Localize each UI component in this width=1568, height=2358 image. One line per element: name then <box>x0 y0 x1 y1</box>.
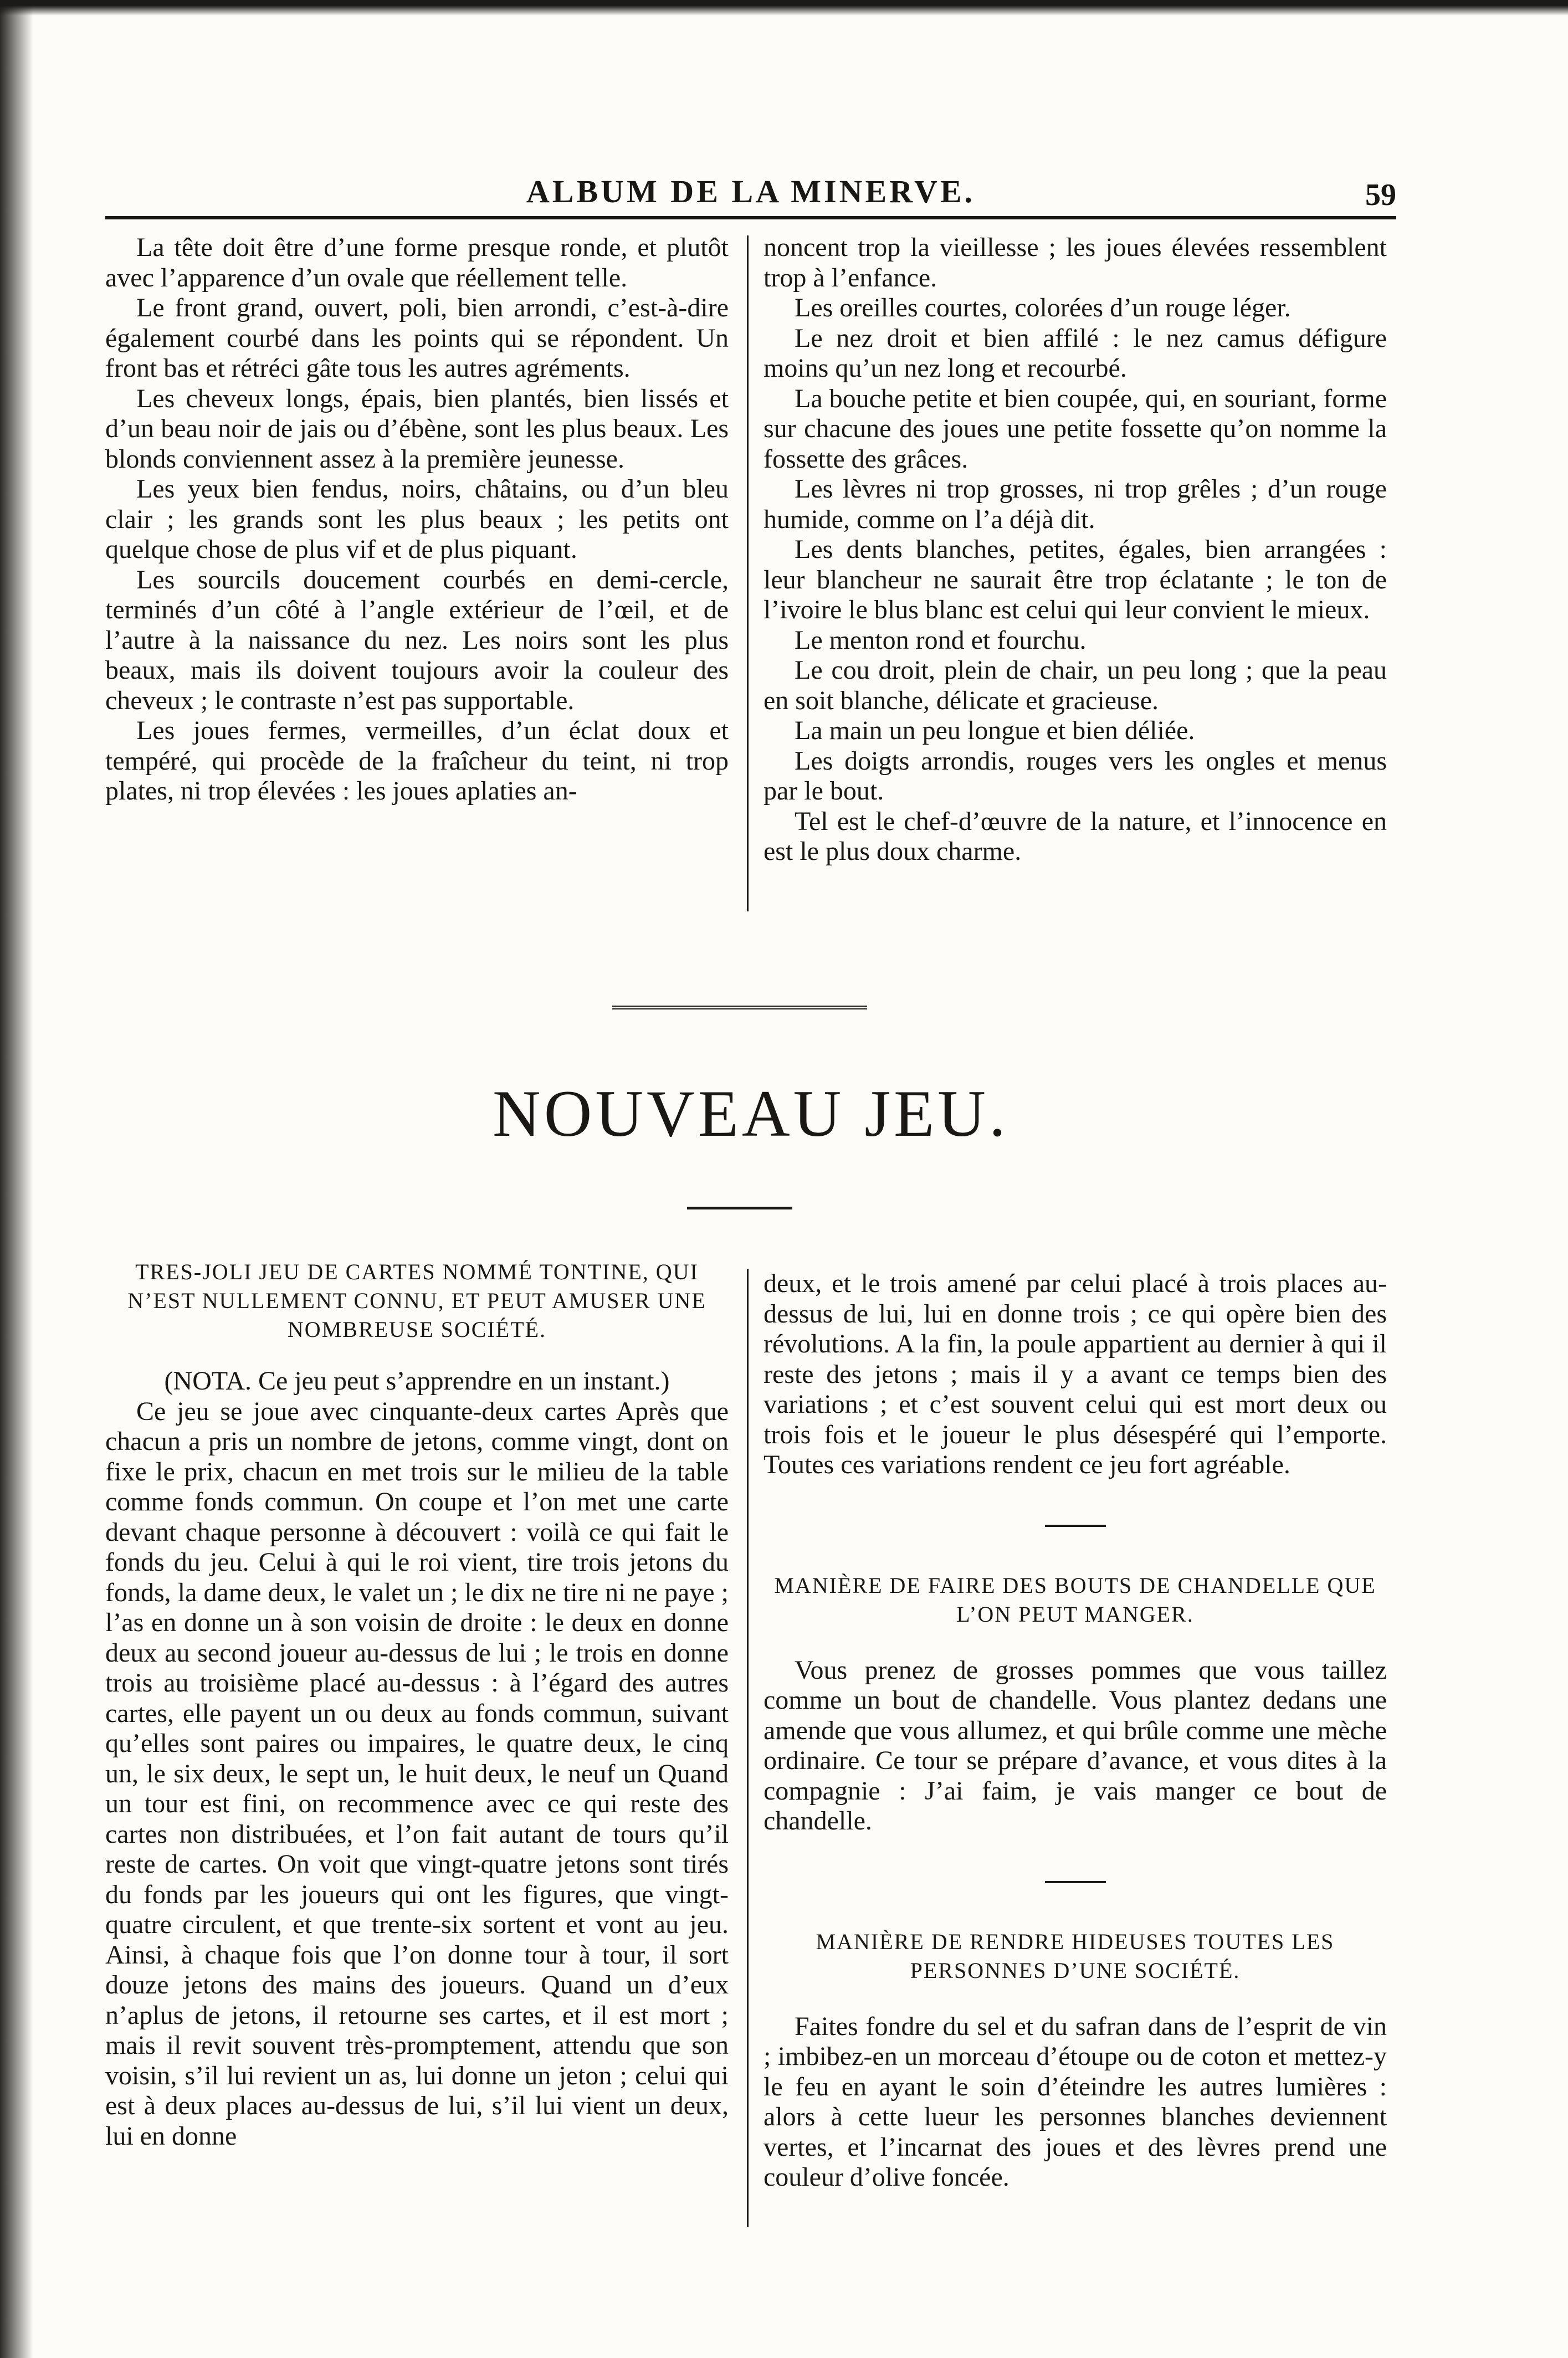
paragraph: Le nez droit et bien affilé : le nez camus défigure moins qu’un nez long et recourbé. <box>763 323 1387 383</box>
paragraph: Les yeux bien fendus, noirs, châtains, ou d’un bleu clair ; les grands sont les plus beaux ; les petits ont quelque chose de plus vif et de plus piquant. <box>105 474 729 564</box>
tontine-right-column <box>763 1269 1387 2193</box>
short-rule <box>1045 1525 1106 1527</box>
column-separator <box>747 235 749 911</box>
page-number: 59 <box>1365 178 1396 212</box>
page-header <box>105 173 1396 212</box>
running-head: ALBUM DE LA MINERVE. <box>526 173 976 209</box>
beauty-right-column <box>763 233 1387 867</box>
article-heading: MANIÈRE DE RENDRE HIDEUSES TOUTES LES PERSONNES D’UNE SOCIÉTÉ. <box>816 1929 1335 1983</box>
paragraph: Le front grand, ouvert, poli, bien arrondi, c’est-à-dire également courbé dans les points qui se répondent. Un front bas et rétréci gâte tous les autres agréments. <box>105 293 729 383</box>
scan-edge-left <box>0 0 33 2358</box>
article-note: (NOTA. Ce jeu peut s’apprendre en un instant.) <box>164 1366 670 1396</box>
paragraph: Les cheveux longs, épais, bien plantés, bien lissés et d’un beau noir de jais ou d’ébène, sont les plus beaux. Les blonds conviennent assez à la première jeunesse. <box>105 383 729 474</box>
tontine-left-column <box>105 1258 729 2151</box>
paragraph: Les joues fermes, vermeilles, d’un éclat doux et tempéré, qui procède de la fraîcheur du teint, ni trop plates, ni trop élevées : les joues aplaties an- <box>105 716 729 806</box>
short-rule <box>1045 1881 1106 1883</box>
article-heading: MANIÈRE DE FAIRE DES BOUTS DE CHANDELLE QUE L’ON PEUT MANGER. <box>774 1572 1376 1627</box>
section-divider-rule <box>612 1006 867 1009</box>
title-underline-rule <box>687 1207 792 1209</box>
column-separator <box>747 1269 749 2227</box>
paragraph: Le menton rond et fourchu. <box>795 625 1087 655</box>
paragraph: Faites fondre du sel et du safran dans de l’esprit de vin ; imbibez-en un morceau d’étoupe ou de coton et mettez-y le feu en ayant le soin d’éteindre les autres lumières : alors à cette lueur les personnes blanches deviennent vertes, et l’incarnat des joues et des lèvres prend une couleur d’olive foncée. <box>763 2011 1387 2192</box>
paragraph: Les dents blanches, petites, égales, bien arrangées : leur blancheur ne saurait être trop éclatante ; le ton de l’ivoire le blus blanc est celui qui leur convient le mieux. <box>763 535 1387 624</box>
beauty-left-column <box>105 233 729 807</box>
paragraph: La bouche petite et bien coupée, qui, en souriant, forme sur chacune des joues une petite fossette qu’on nomme la fossette des grâces. <box>763 383 1387 474</box>
scan-edge-top <box>0 0 1568 16</box>
paragraph: Les lèvres ni trop grosses, ni trop grêles ; d’un rouge humide, comme on l’a déjà dit. <box>763 474 1387 534</box>
paragraph: noncent trop la vieillesse ; les joues élevées ressemblent trop à l’enfance. <box>763 233 1387 293</box>
paragraph: deux, et le trois amené par celui placé à trois places au-dessus de lui, lui en donne trois ; ce qui opère bien des révolutions. A la fin, la poule appartient au dernier à qui il reste des jetons ; mais il y a avant ce temps bien des variations ; et c’est souvent celui qui est mort deux ou trois fois et le joueur le plus désespéré qui l’emporte. Toutes ces variations rendent ce jeu fort agréable. <box>763 1269 1387 1479</box>
paragraph: Vous prenez de grosses pommes que vous taillez comme un bout de chandelle. Vous plantez dedans une amende que vous allumez, et qui brûle comme une mèche ordinaire. Ce tour se prépare d’avance, et vous dites à la compagnie : J’ai faim, je vais manger ce bout de chandelle. <box>763 1655 1387 1836</box>
paragraph: La main un peu longue et bien déliée. <box>795 716 1195 745</box>
header-rule <box>105 216 1396 219</box>
paragraph: Ce jeu se joue avec cinquante-deux cartes Après que chacun a pris un nombre de jetons, comme vingt, dont on fixe le prix, chacun en met trois sur le milieu de la table comme fonds commun. On coupe et l’on met une carte devant chaque personne à découvert : voilà ce qui fait le fonds du jeu. Celui à qui le roi vient, tire trois jetons du fonds, la dame deux, le valet un ; le dix ne tire ni ne paye ; l’as en donne un à son voisin de droite : le deux en donne deux au second joueur au-dessus de lui ; le trois en donne trois au troisième placé au-dessus : à l’égard des autres cartes, elle payent un ou deux au fonds commun, suivant qu’elles sont paires ou impaires, le quatre deux, le cinq un, le six deux, le sept un, le huit deux, le neuf un Quand un tour est fini, on recommence avec ce qui reste des cartes non distribuées, et l’on fait autant de tours qu’il reste de cartes. On voit que vingt-quatre jetons sont tirés du fonds par les joueurs qui ont les figures, que vingt-quatre circulent, et que trente-six sortent et vont au jeu. Ainsi, à chaque fois que l’on donne tour à tour, il sort douze jetons des mains des joueurs. Quand un d’eux n’aplus de jetons, il retourne ses cartes, et il est mort ; mais il revit souvent très-promptement, attendu que son voisin, s’il lui revient un as, lui donne un jeton ; celui qui est à deux places au-dessus de lui, s’il lui vient un deux, lui en donne <box>105 1396 729 2151</box>
paragraph: Le cou droit, plein de chair, un peu long ; que la peau en soit blanche, délicate et gracieuse. <box>763 655 1387 715</box>
paragraph: La tête doit être d’une forme presque ronde, et plutôt avec l’apparence d’un ovale que réellement telle. <box>105 233 729 293</box>
paragraph: Les doigts arrondis, rouges vers les ongles et menus par le bout. <box>763 746 1387 806</box>
paragraph: Tel est le chef-d’œuvre de la nature, et l’innocence en est le plus doux charme. <box>763 806 1387 866</box>
paragraph: Les sourcils doucement courbés en demi-cercle, terminés d’un côté à l’angle extérieur de l’œil, et de l’autre à la naissance du nez. Les noirs sont les plus beaux, mais ils doivent toujours avoir la couleur des cheveux ; le contraste n’est pas supportable. <box>105 565 729 715</box>
section-title: NOUVEAU JEU. <box>493 1077 1009 1150</box>
article-heading: TRES-JOLI JEU DE CARTES NOMMÉ TONTINE, QUI N’EST NULLEMENT CONNU, ET PEUT AMUSER UNE NOMBREUSE SOCIÉTÉ. <box>127 1259 706 1342</box>
paragraph: Les oreilles courtes, colorées d’un rouge léger. <box>795 293 1291 322</box>
